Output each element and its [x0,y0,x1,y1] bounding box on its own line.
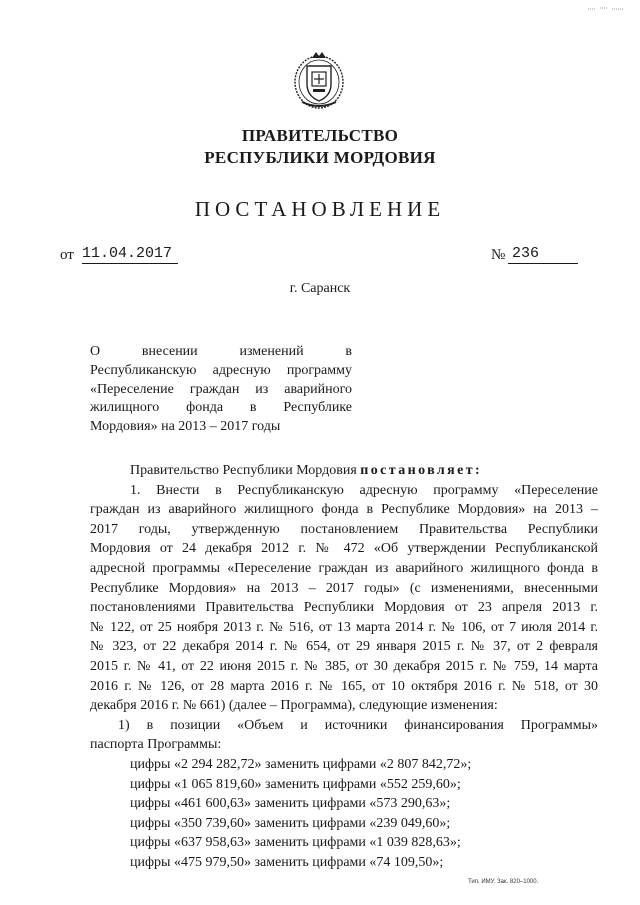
paragraph-line: Республике Мордовия» на 2013 – 2017 годы» (с изменениями, внесенными [90,580,598,596]
number-prefix: № [491,247,506,263]
scan-artifact-mark [586,4,626,12]
document-type-title: ПОСТАНОВЛЕНИЕ [194,197,446,221]
org-name-line1: ПРАВИТЕЛЬСТВО [241,126,399,145]
subject-line: Мордовия» на 2013 – 2017 годы [90,419,281,435]
paragraph-line: постановлениями Правительства Республики Мордовия от 23 апреля 2013 г. [90,600,598,616]
replacement-line: цифры «461 600,63» заменить цифрами «573 290,63»; [130,796,451,812]
document-subject [90,343,352,437]
intro-text: Правительство Республики Мордовия [130,463,357,478]
paragraph-line: 2015 г. № 41, от 22 июня 2015 г. № 385, от 30 декабря 2015 г. № 759, 14 марта [90,658,598,674]
item-line: 1) в позиции «Объем и источники финансирования Программы» [118,717,598,733]
paragraph-line: 2016 г. № 126, от 28 марта 2016 г. № 165, от 10 октября 2016 г. № 518, от 30 [90,678,598,694]
item-line: паспорта Программы: [90,737,222,753]
subject-line: «Переселение граждан из аварийного [90,381,352,397]
subject-line: жилищного фонда в Республике [90,400,352,416]
paragraph-line: № 122, от 25 ноября 2013 г. № 516, от 13 марта 2014 г. № 106, от 7 июля 2014 г. [90,619,598,635]
paragraph-line: 1. Внести в Республиканскую адресную программу «Переселение [130,482,598,498]
print-mark: Тип. ИМУ. Зак. 820–1000. [468,879,539,885]
city-name: г. Саранск [289,281,351,296]
document-body [90,461,598,872]
paragraph-line: Мордовия от 24 декабря 2012 г. № 472 «Об утверждении Республиканской [90,541,598,557]
org-name-line2: РЕСПУБЛИКИ МОРДОВИЯ [204,148,436,167]
replacement-line: цифры «1 065 819,60» заменить цифрами «552 259,60»; [130,776,461,792]
paragraph-line: декабря 2016 г. № 661) (далее – Программа), следующие изменения: [90,698,498,714]
replacement-line: цифры «637 958,63» заменить цифрами «1 039 828,63»; [130,835,461,851]
replacement-line: цифры «2 294 282,72» заменить цифрами «2 807 842,72»; [130,756,472,772]
paragraph-line: граждан из аварийного жилищного фонда в Республике Мордовия» на 2013 – [90,502,598,518]
document-date: 11.04.2017 [82,245,178,264]
subject-line: Республиканскую адресную программу [90,362,352,378]
subject-line: О внесении изменений в [90,344,352,359]
intro-line [90,461,598,481]
paragraph-line: 2017 годы, утвержденную постановлением Правительства Республики [90,521,598,537]
coat-of-arms-emblem [292,48,346,112]
document-number: 236 [508,245,578,264]
replacement-line: цифры «350 739,60» заменить цифрами «239 049,60»; [130,815,451,831]
paragraph-line: № 323, от 22 декабря 2014 г. № 654, от 29 января 2015 г. № 37, от 2 февраля [90,639,598,655]
date-prefix: от [60,247,74,263]
resolves-word: постановляет: [360,463,483,478]
replacement-line: цифры «475 979,50» заменить цифрами «74 109,50»; [130,854,444,870]
paragraph-line: адресной программы «Переселение граждан из аварийного жилищного фонда в [90,560,598,576]
